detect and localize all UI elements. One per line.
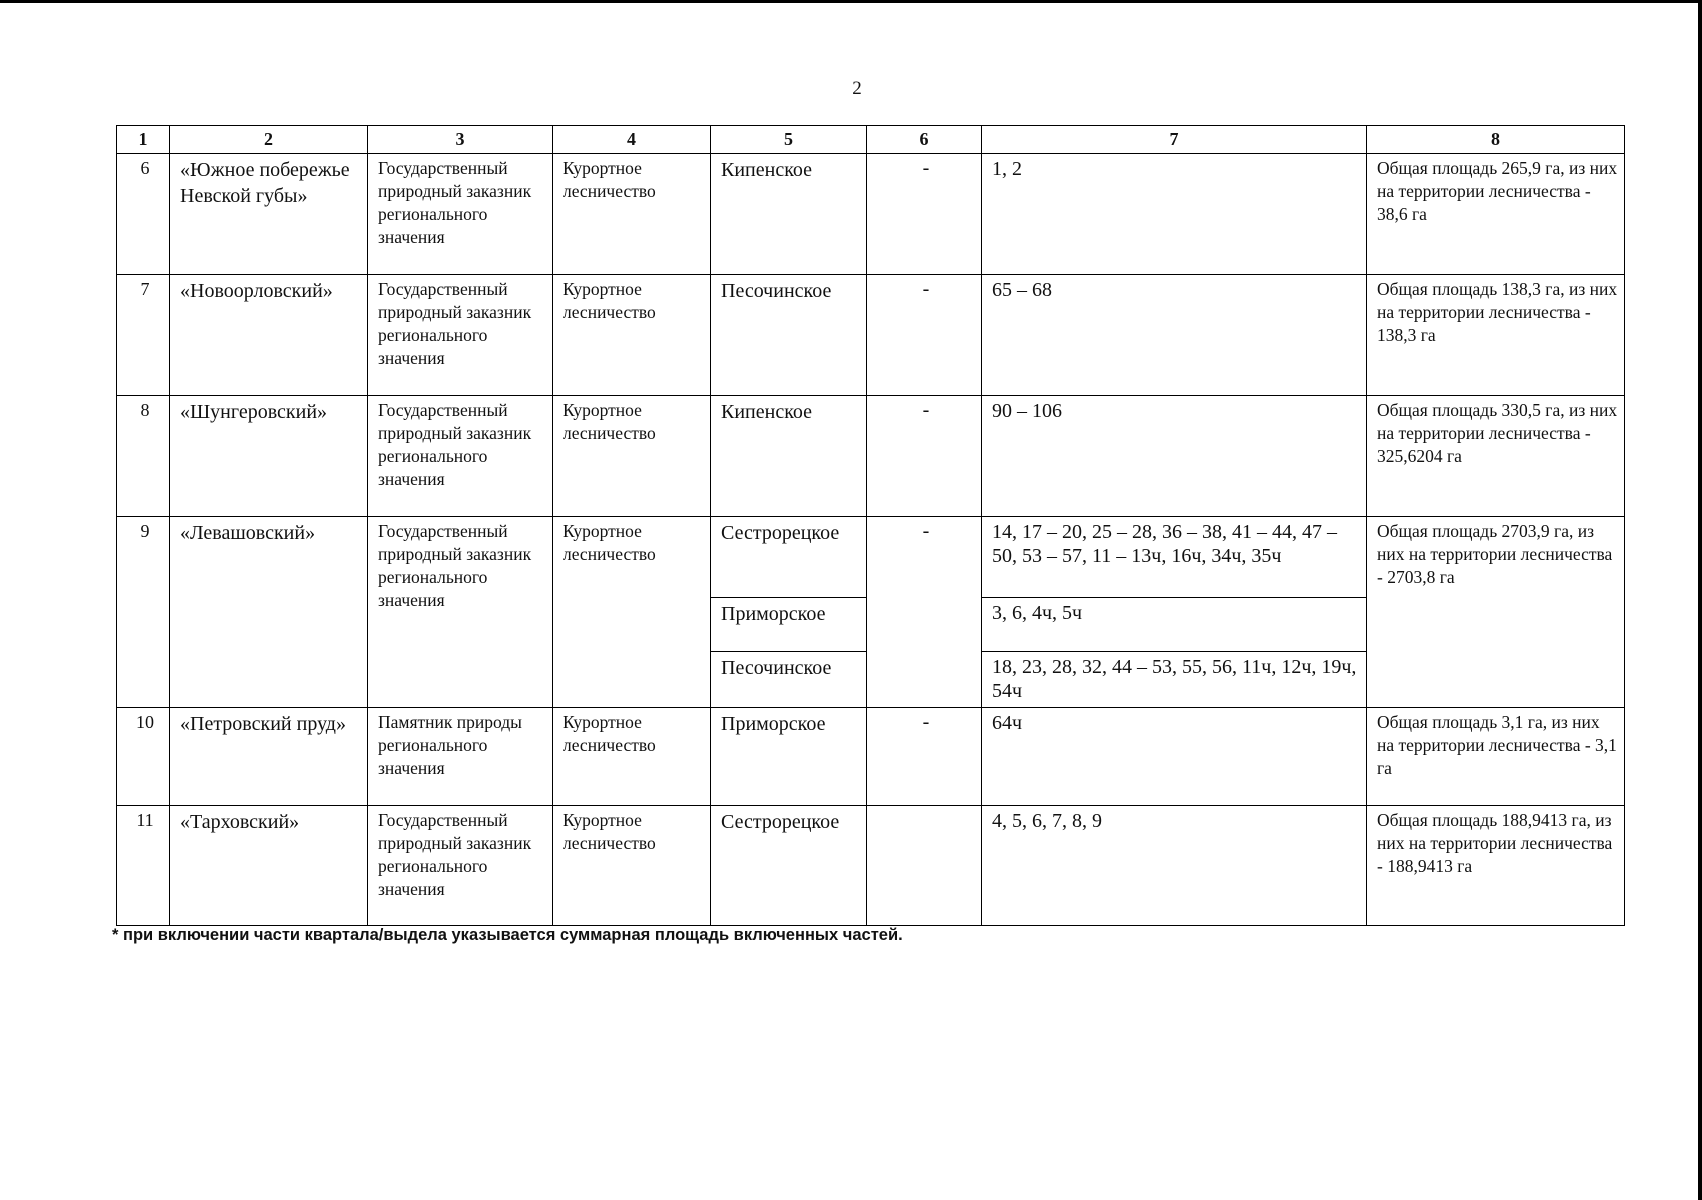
column-header: 5	[711, 126, 867, 154]
quarters: 90 – 106	[982, 396, 1367, 517]
forestry: Курортное лесничество	[553, 154, 711, 275]
area-name: «Новоорловский»	[170, 275, 368, 396]
header-row	[117, 126, 1625, 154]
column-header: 3	[368, 126, 553, 154]
district-forestry: Сестрорецкое	[711, 806, 867, 926]
scan-edge-right	[1698, 0, 1702, 1200]
area-total: Общая площадь 188,9413 га, из них на территории лесничества - 188,9413 га	[1367, 806, 1625, 926]
quarters: 65 – 68	[982, 275, 1367, 396]
forestry: Курортное лесничество	[553, 708, 711, 806]
area-name: «Петровский пруд»	[170, 708, 368, 806]
row-number: 11	[117, 806, 170, 926]
area-name: «Тарховский»	[170, 806, 368, 926]
forestry: Курортное лесничество	[553, 396, 711, 517]
column-header: 1	[117, 126, 170, 154]
district-forestry: Песочинское	[711, 652, 867, 708]
row-number: 10	[117, 708, 170, 806]
table-row	[117, 154, 1625, 275]
area-category: Государственный природный заказник регионального значения	[368, 154, 553, 275]
quarters: 3, 6, 4ч, 5ч	[982, 598, 1367, 652]
column-header: 2	[170, 126, 368, 154]
row-number: 9	[117, 517, 170, 708]
area-category: Государственный природный заказник регионального значения	[368, 517, 553, 708]
table-row	[117, 806, 1625, 926]
area-name: «Южное побережье Невской губы»	[170, 154, 368, 275]
area-total: Общая площадь 2703,9 га, из них на территории лесничества - 2703,8 га	[1367, 517, 1625, 708]
column-header: 8	[1367, 126, 1625, 154]
column-6-value: -	[867, 275, 982, 396]
row-number: 8	[117, 396, 170, 517]
district-forestry: Сестрорецкое	[711, 517, 867, 598]
row-number: 7	[117, 275, 170, 396]
column-header: 7	[982, 126, 1367, 154]
table-row	[117, 275, 1625, 396]
area-name: «Левашовский»	[170, 517, 368, 708]
area-name: «Шунгеровский»	[170, 396, 368, 517]
area-total: Общая площадь 330,5 га, из них на территории лесничества - 325,6204 га	[1367, 396, 1625, 517]
column-header: 4	[553, 126, 711, 154]
quarters: 64ч	[982, 708, 1367, 806]
row-number: 6	[117, 154, 170, 275]
table-row	[117, 396, 1625, 517]
column-6-value: -	[867, 517, 982, 708]
district-forestry: Кипенское	[711, 154, 867, 275]
column-6-value: -	[867, 154, 982, 275]
area-total: Общая площадь 3,1 га, из них на территории лесничества - 3,1 га	[1367, 708, 1625, 806]
footnote: * при включении части квартала/выдела указывается суммарная площадь включенных частей.	[112, 926, 903, 944]
quarters: 14, 17 – 20, 25 – 28, 36 – 38, 41 – 44, 47 – 50, 53 – 57, 11 – 13ч, 16ч, 34ч, 35ч	[982, 517, 1367, 598]
area-category: Государственный природный заказник регионального значения	[368, 275, 553, 396]
forestry: Курортное лесничество	[553, 806, 711, 926]
protected-areas-table	[116, 125, 1625, 926]
district-forestry: Песочинское	[711, 275, 867, 396]
column-6-value: -	[867, 708, 982, 806]
district-forestry: Кипенское	[711, 396, 867, 517]
area-category: Памятник природы регионального значения	[368, 708, 553, 806]
quarters: 4, 5, 6, 7, 8, 9	[982, 806, 1367, 926]
column-6-value	[867, 806, 982, 926]
column-6-value: -	[867, 396, 982, 517]
page-number: 2	[852, 78, 862, 99]
district-forestry: Приморское	[711, 708, 867, 806]
quarters: 1, 2	[982, 154, 1367, 275]
area-category: Государственный природный заказник регионального значения	[368, 396, 553, 517]
scan-edge-top	[0, 0, 1702, 3]
column-header: 6	[867, 126, 982, 154]
table-row	[117, 708, 1625, 806]
area-total: Общая площадь 265,9 га, из них на территории лесничества - 38,6 га	[1367, 154, 1625, 275]
table-row	[117, 517, 1625, 598]
area-total: Общая площадь 138,3 га, из них на территории лесничества - 138,3 га	[1367, 275, 1625, 396]
district-forestry: Приморское	[711, 598, 867, 652]
forestry: Курортное лесничество	[553, 275, 711, 396]
forestry: Курортное лесничество	[553, 517, 711, 708]
area-category: Государственный природный заказник регионального значения	[368, 806, 553, 926]
quarters: 18, 23, 28, 32, 44 – 53, 55, 56, 11ч, 12ч, 19ч, 54ч	[982, 652, 1367, 708]
